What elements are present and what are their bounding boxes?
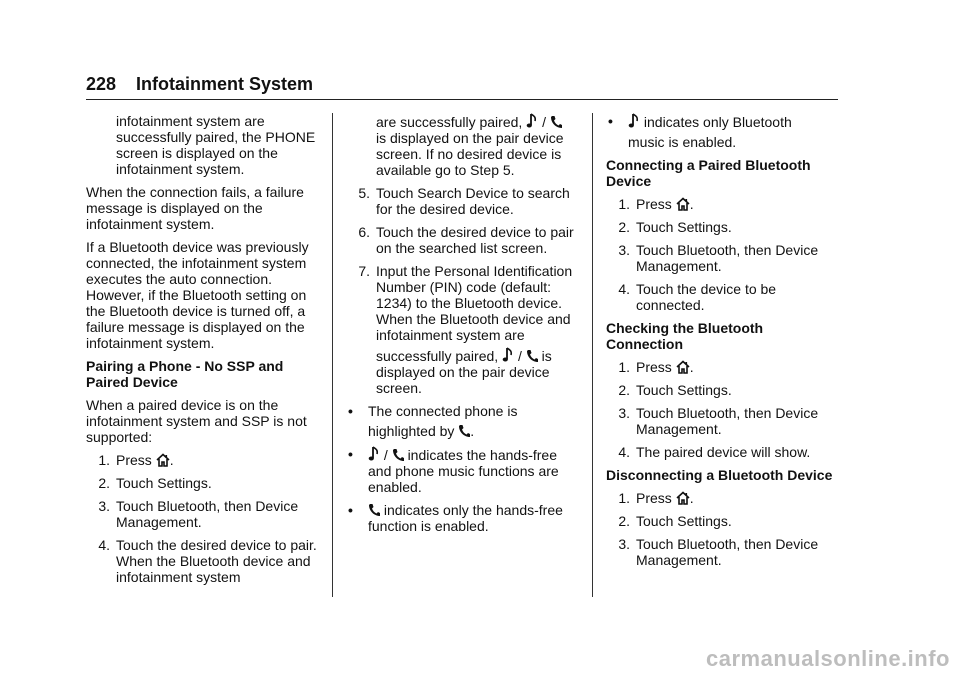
heading-connecting: Connecting a Paired Bluetooth Device bbox=[606, 157, 811, 189]
column-1 bbox=[86, 113, 322, 592]
step-number: 6. bbox=[358, 224, 370, 240]
continued-text-b: is displayed on the pair device screen. If no desired device is available go to Step 5. bbox=[376, 130, 564, 178]
music-note-icon bbox=[628, 113, 640, 129]
column-3 bbox=[606, 113, 842, 575]
continued-text-a: are successfully paired, bbox=[376, 114, 523, 130]
step-number: 1. bbox=[618, 196, 630, 212]
bullet-dot: • bbox=[348, 446, 353, 462]
home-icon bbox=[676, 360, 690, 374]
continued-text: infotainment system are successfully paired, the PHONE screen is displayed on the infotainment system. bbox=[116, 113, 316, 177]
step-item bbox=[86, 452, 322, 468]
step-item bbox=[606, 382, 842, 398]
bullet-item bbox=[346, 446, 582, 495]
step-number: 2. bbox=[618, 513, 630, 529]
bullet-dot: • bbox=[608, 113, 613, 129]
step-number: 3. bbox=[98, 498, 110, 514]
bullet-text: indicates only Bluetooth bbox=[643, 114, 792, 130]
bullet-item bbox=[346, 403, 582, 439]
phone-icon bbox=[368, 503, 380, 517]
home-icon bbox=[676, 491, 690, 505]
bullet-text: indicates the hands-free and phone music functions are enabled. bbox=[368, 447, 559, 495]
step-text: Touch Bluetooth, then Device Management. bbox=[636, 405, 819, 437]
paragraph-failure: When the connection fails, a failure message is displayed on the infotainment system. bbox=[86, 184, 304, 232]
bullet-text: highlighted by bbox=[368, 423, 455, 439]
heading-disconnecting: Disconnecting a Bluetooth Device bbox=[606, 467, 833, 483]
watermark-text: carmanualsonline.info bbox=[706, 646, 950, 671]
step-item bbox=[86, 537, 322, 585]
step-number: 3. bbox=[618, 536, 630, 552]
home-icon bbox=[676, 197, 690, 211]
step-text: displayed on the pair device screen. bbox=[376, 364, 550, 396]
step-item bbox=[606, 196, 842, 212]
step-item bbox=[346, 185, 582, 217]
bullet-dot: • bbox=[348, 502, 353, 518]
column-divider-1 bbox=[332, 113, 333, 597]
step-item bbox=[346, 263, 582, 396]
header-rule bbox=[86, 99, 838, 100]
step-item bbox=[86, 475, 322, 491]
step-item bbox=[606, 242, 842, 274]
step-number: 2. bbox=[618, 382, 630, 398]
step-item bbox=[346, 224, 582, 256]
heading-checking: Checking the Bluetooth Connection bbox=[606, 320, 764, 352]
step-text: Touch Settings. bbox=[116, 475, 212, 491]
step-text: Touch Bluetooth, then Device Management. bbox=[636, 242, 819, 274]
step-text: Touch Settings. bbox=[636, 382, 732, 398]
step-number: 1. bbox=[98, 452, 110, 468]
step-text: Touch the desired device to pair on the searched list screen. bbox=[376, 224, 574, 256]
step-number: 4. bbox=[618, 281, 630, 297]
step-number: 3. bbox=[618, 405, 630, 421]
music-note-icon bbox=[526, 113, 538, 129]
step-item bbox=[606, 219, 842, 235]
continued-text bbox=[346, 113, 582, 178]
section-title: Infotainment System bbox=[136, 74, 314, 94]
step-item bbox=[606, 444, 842, 460]
bullet-text: music is enabled. bbox=[628, 134, 737, 150]
home-icon bbox=[156, 453, 170, 467]
step-number: 4. bbox=[98, 537, 110, 553]
period: . bbox=[689, 359, 694, 375]
music-note-icon bbox=[502, 347, 514, 363]
period: . bbox=[169, 452, 174, 468]
page-header bbox=[86, 74, 838, 98]
bullet-item bbox=[606, 113, 842, 150]
phone-icon bbox=[458, 424, 470, 438]
step-text: Touch the desired device to pair. When the Bluetooth device and infotainment system bbox=[116, 537, 317, 585]
phone-icon bbox=[392, 448, 404, 462]
period: . bbox=[689, 196, 694, 212]
step-text: Touch Search Device to search for the desired device. bbox=[376, 185, 570, 217]
step-text: Touch Settings. bbox=[636, 513, 732, 529]
step-text: Touch Bluetooth, then Device Management. bbox=[636, 536, 819, 568]
step-text: Touch Settings. bbox=[636, 219, 732, 235]
step-item bbox=[606, 281, 842, 313]
page-number: 228 bbox=[86, 74, 117, 94]
paragraph-auto-connect: If a Bluetooth device was previously connected, the infotainment system executes the auto connection. However, if the Bluetooth setting on the Bluetooth device is turned off, a failure message is displayed on the infotainment system. bbox=[86, 239, 309, 351]
bullet-text: indicates only the hands-free function is enabled. bbox=[368, 502, 563, 534]
bullet-dot: • bbox=[348, 403, 353, 419]
column-divider-2 bbox=[592, 113, 593, 597]
heading-pairing-no-ssp: Pairing a Phone - No SSP and Paired Device bbox=[86, 358, 284, 390]
step-text: Press bbox=[116, 452, 152, 468]
step-text: Press bbox=[636, 359, 672, 375]
step-item bbox=[86, 498, 322, 530]
phone-icon bbox=[526, 349, 538, 363]
bullet-item bbox=[346, 502, 582, 534]
period: . bbox=[470, 423, 475, 439]
step-item bbox=[606, 359, 842, 375]
paragraph-ssp: When a paired device is on the infotainment system and SSP is not supported: bbox=[86, 397, 307, 445]
step-text: Touch the device to be connected. bbox=[636, 281, 777, 313]
step-text: Touch Bluetooth, then Device Management. bbox=[116, 498, 299, 530]
step-text: Press bbox=[636, 196, 672, 212]
slash: / bbox=[517, 348, 522, 364]
music-note-icon bbox=[368, 446, 380, 462]
step-text: Press bbox=[636, 490, 672, 506]
step-7-continued bbox=[376, 347, 582, 396]
step-number: 7. bbox=[358, 263, 370, 279]
step-item bbox=[606, 490, 842, 506]
step-item bbox=[606, 513, 842, 529]
period: . bbox=[689, 490, 694, 506]
column-2 bbox=[346, 113, 582, 541]
phone-icon bbox=[550, 115, 562, 129]
step-number: 1. bbox=[618, 359, 630, 375]
step-item bbox=[606, 536, 842, 568]
step-number: 2. bbox=[98, 475, 110, 491]
step-text: The paired device will show. bbox=[636, 444, 811, 460]
step-number: 1. bbox=[618, 490, 630, 506]
step-item bbox=[606, 405, 842, 437]
step-number: 4. bbox=[618, 444, 630, 460]
slash: / bbox=[542, 114, 546, 130]
step-text: is bbox=[541, 348, 552, 364]
bullet-text: The connected phone is bbox=[368, 403, 518, 419]
slash: / bbox=[383, 447, 388, 463]
step-text: successfully paired, bbox=[376, 348, 499, 364]
step-number: 2. bbox=[618, 219, 630, 235]
step-text: Input the Personal Identification Number (PIN) code (default: 1234) to the Bluetooth device. When the Bluetooth device and infotainment system are bbox=[376, 263, 573, 343]
step-number: 3. bbox=[618, 242, 630, 258]
step-number: 5. bbox=[358, 185, 370, 201]
